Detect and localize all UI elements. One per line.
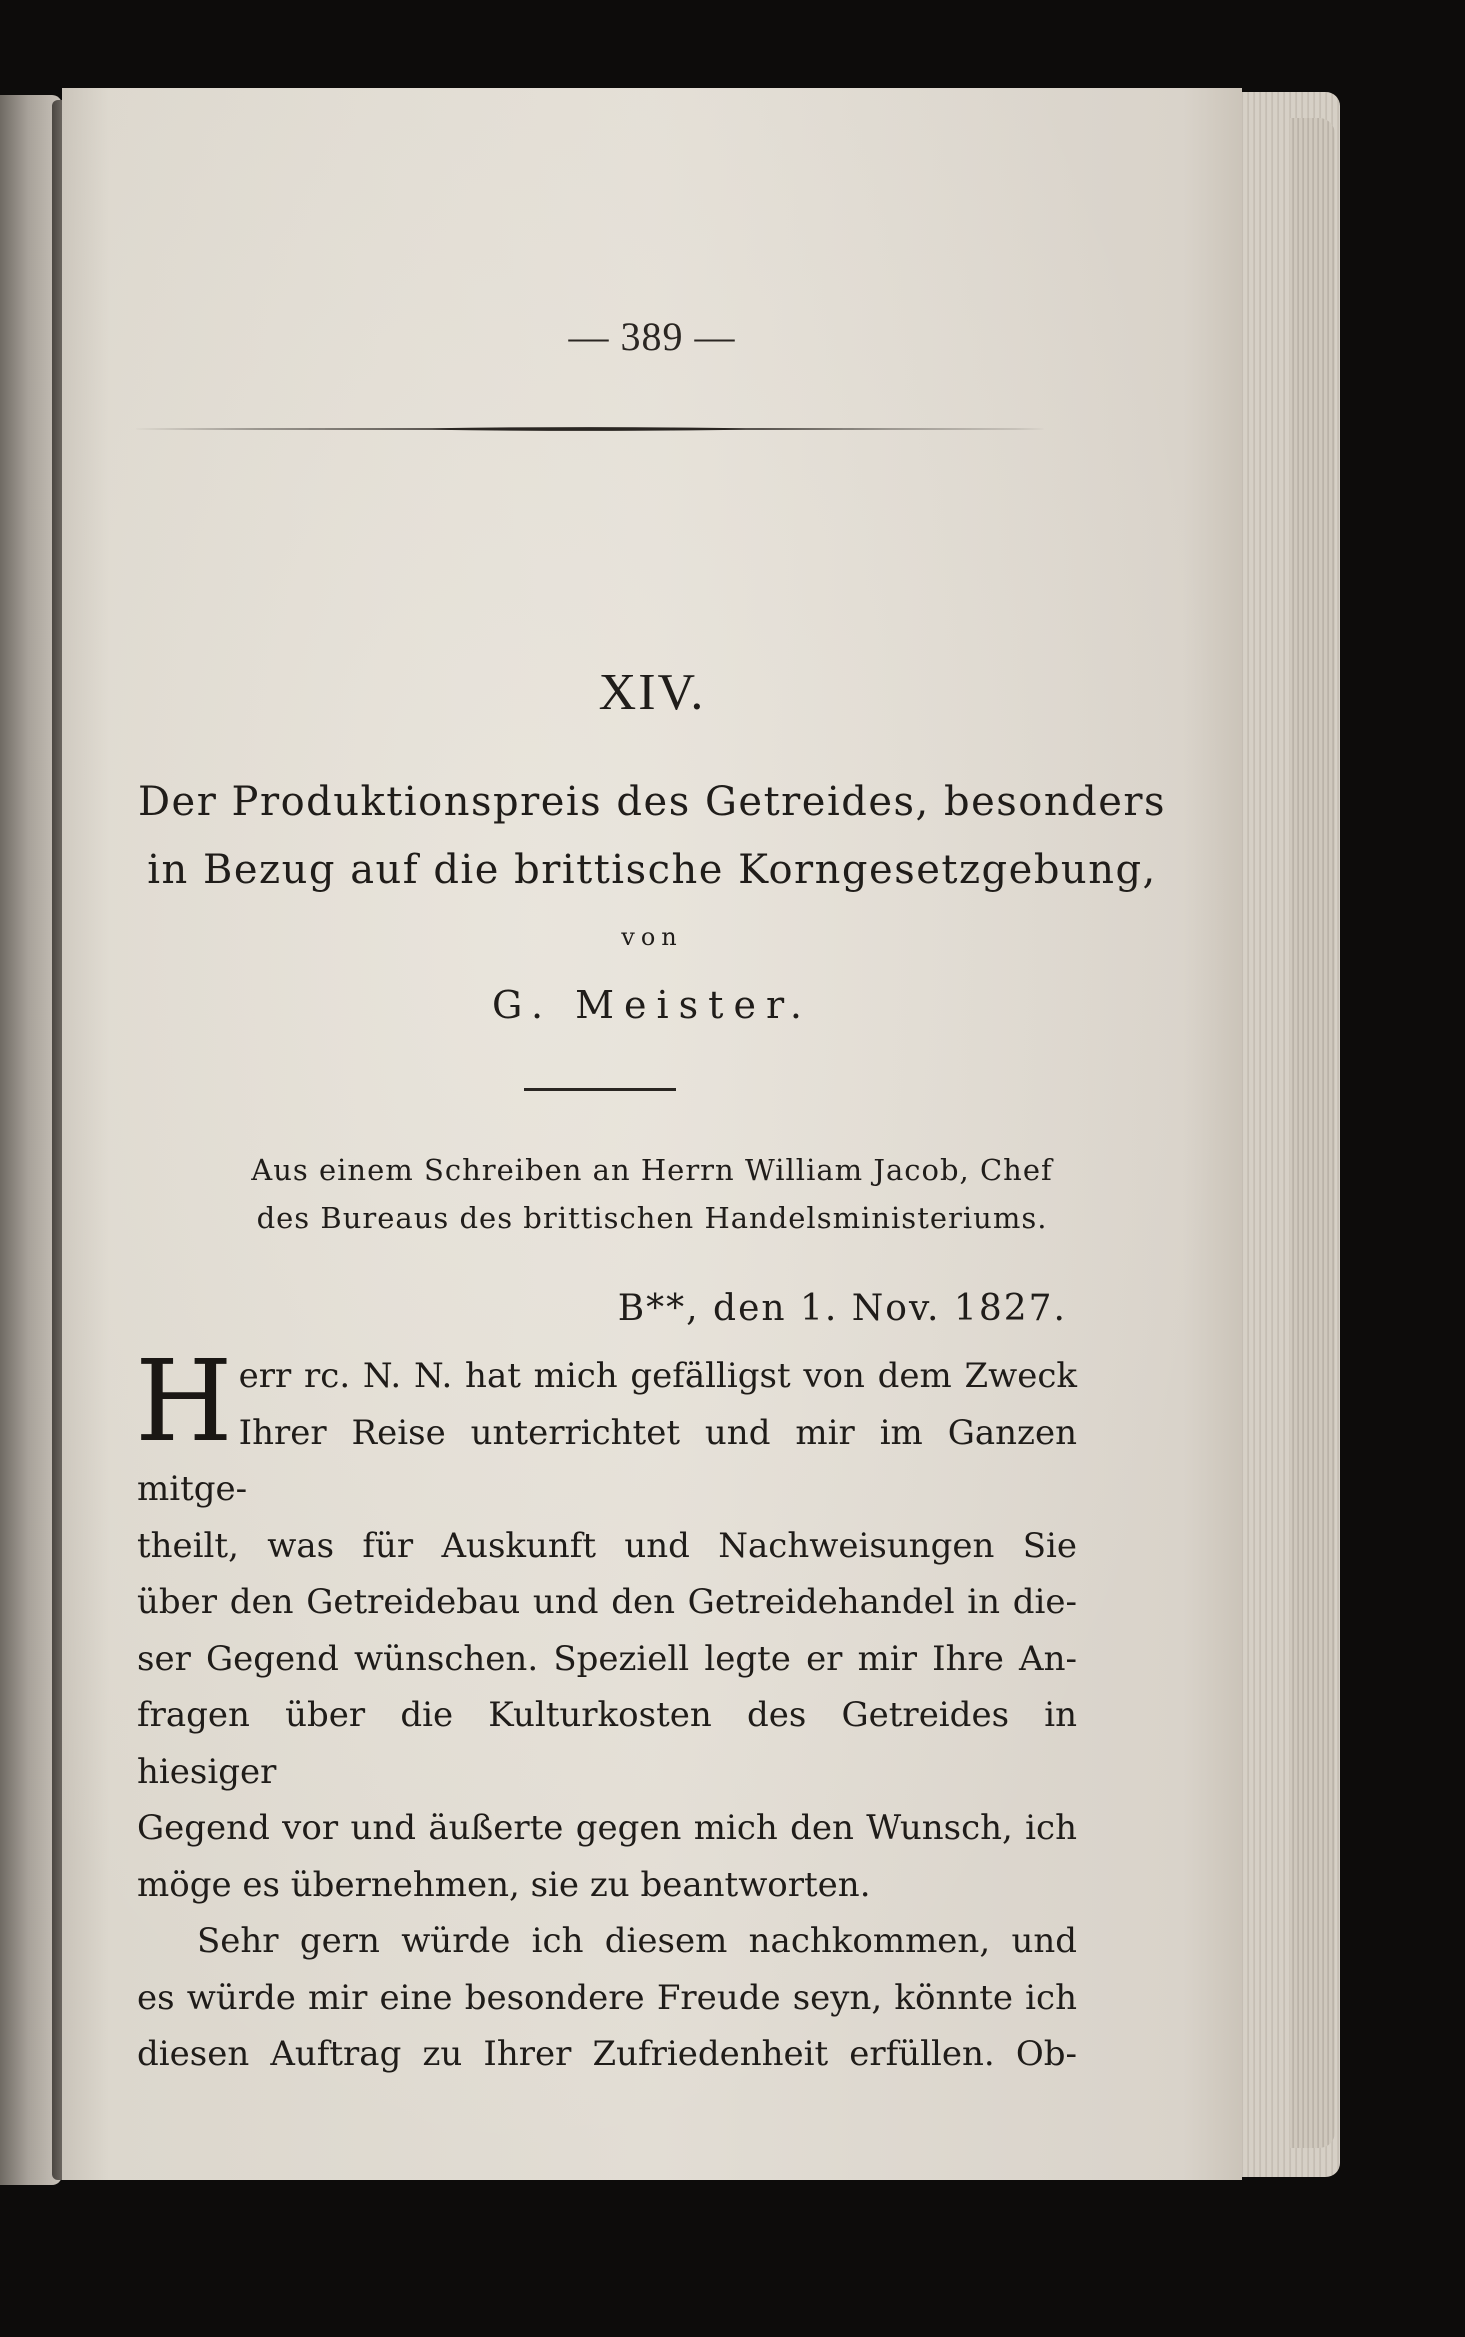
body-line: diesen Auftrag zu Ihrer Zufriedenheit erfüllen. Ob- <box>137 2034 1077 2074</box>
page-number-header: — 389 — <box>568 314 736 359</box>
body-line: möge es übernehmen, sie zu beantworten. <box>137 1864 871 1905</box>
title-line: in Bezug auf die brittische Korngesetzgebung, <box>147 847 1157 893</box>
header-rule <box>132 426 1047 432</box>
body-line: Gegend vor und äußerte gegen mich den Wunsch, ich <box>137 1808 1077 1848</box>
body-line: Sehr gern würde ich diesem nachkommen, und <box>197 1921 1077 1961</box>
letter-body <box>135 1337 1077 2083</box>
body-line: Ihrer Reise unterrichtet und mir im Ganzen mitge- <box>137 1412 1077 1509</box>
body-line: err rc. N. N. hat mich gefälligst von dem Zweck <box>238 1356 1077 1396</box>
title-line: Der Produktionspreis des Getreides, besonders <box>137 779 1167 825</box>
body-line: fragen über die Kulturkosten des Getreides in hiesiger <box>137 1695 1077 1792</box>
subtitle-line: Aus einem Schreiben an Herrn William Jacob, Chef <box>251 1153 1053 1187</box>
byline-von: von <box>621 923 683 951</box>
article-title <box>122 768 1182 904</box>
body-line: ser Gegend wünschen. Speziell legte er mir Ihre An- <box>137 1638 1077 1679</box>
separator-rule <box>524 1088 676 1091</box>
letter-dateline: B**, den 1. Nov. 1827. <box>617 1288 1067 1329</box>
body-line: es würde mir eine besondere Freude seyn, könnte ich <box>137 1977 1077 2018</box>
body-line: theilt, was für Auskunft und Nachweisungen Sie <box>137 1525 1077 1566</box>
subtitle-line: des Bureaus des brittischen Handelsministeriums. <box>256 1201 1048 1235</box>
book-page <box>62 88 1242 2180</box>
author-name: G. Meister. <box>491 983 813 1027</box>
page-block-edges-inner <box>1290 118 1335 2148</box>
drop-cap: H <box>135 1337 233 1467</box>
section-number: XIV. <box>598 664 706 721</box>
letter-subtitle <box>122 1146 1182 1242</box>
body-line: über den Getreidebau und den Getreidehandel in die- <box>137 1582 1077 1622</box>
